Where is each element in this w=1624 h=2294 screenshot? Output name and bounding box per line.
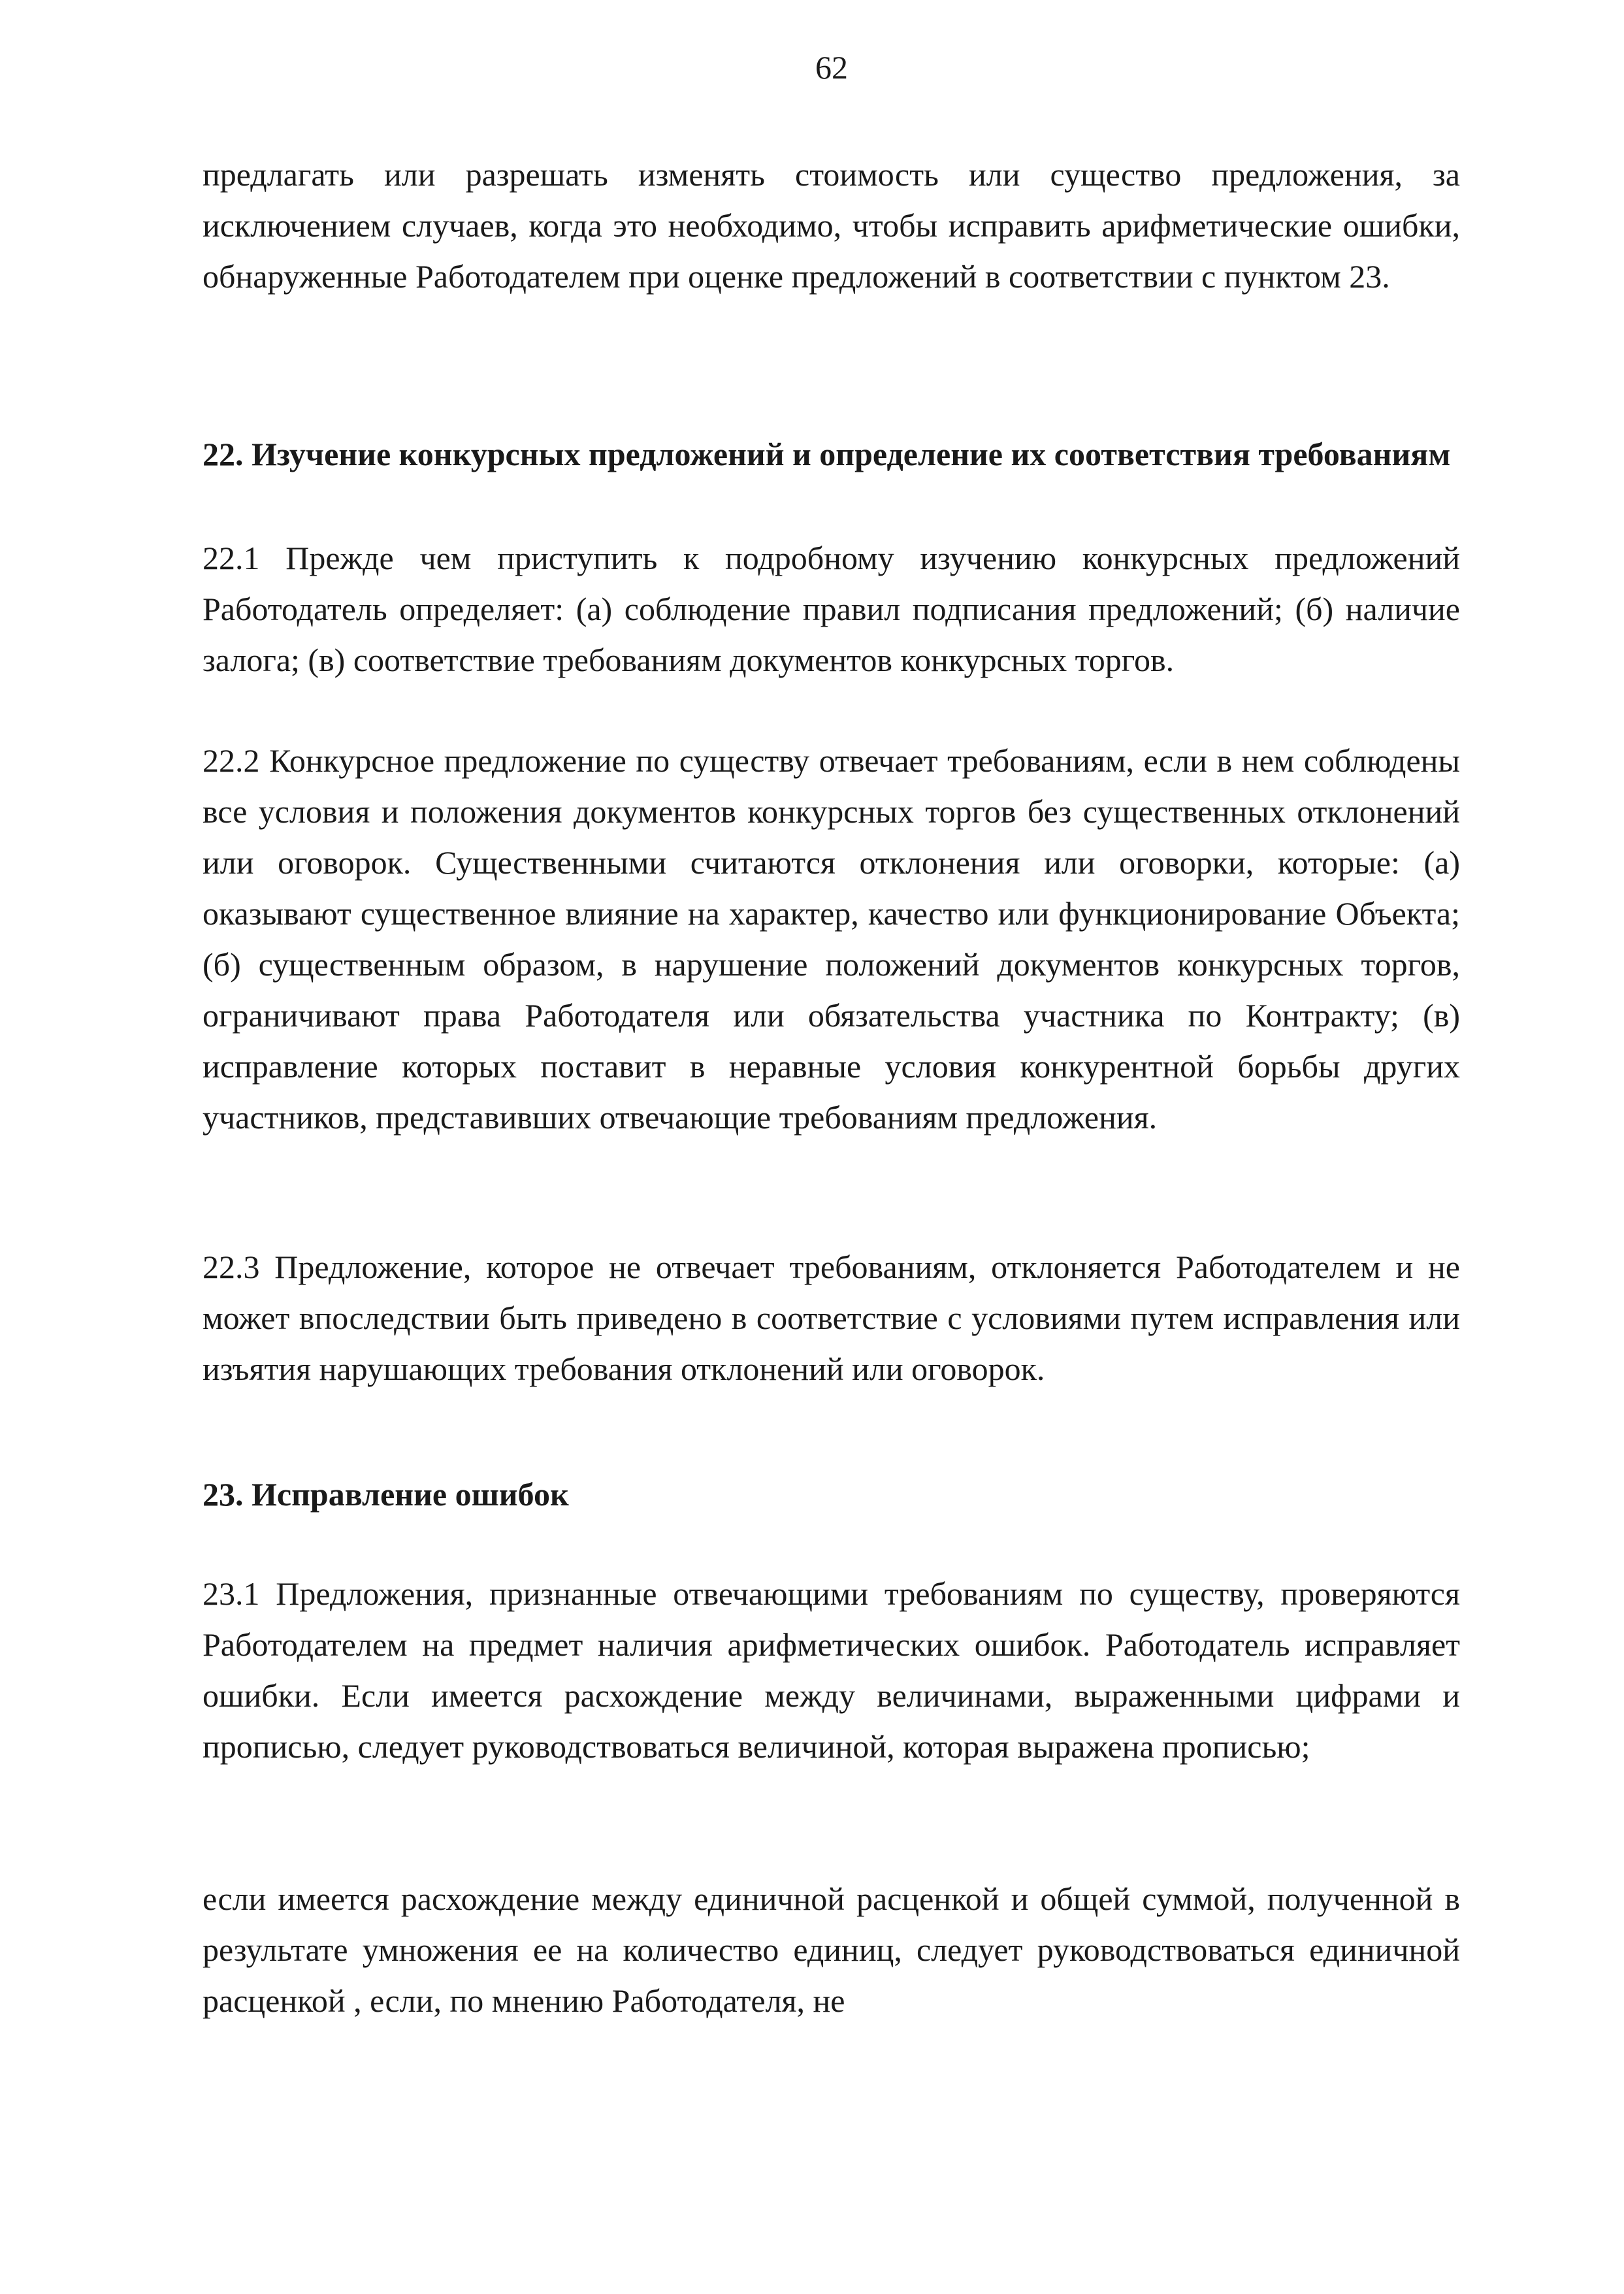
section-heading-23: 23. Исправление ошибок (203, 1476, 569, 1513)
page-number: 62 (815, 49, 848, 86)
section-heading-22: 22. Изучение конкурсных предложений и определение их соответствия требованиям (203, 436, 1451, 472)
paragraph-23-1: 23.1 Предложения, признанные отвечающими требованиям по существу, проверяются Работодателем на предмет наличия арифметических ошибок. Работодатель исправляет ошибки. Если имеется расхождение между величинами, выраженными цифрами и прописью, следует руководствоваться величиной, которая выражена прописью; (203, 1575, 1460, 1765)
paragraph-22-2: 22.2 Конкурсное предложение по существу отвечает требованиям, если в нем соблюдены все условия и положения документов конкурсных торгов без существенных отклонений или оговорок. Существенными считаются отклонения или оговорки, которые: (а) оказывают существенное влияние на характер, качество или функционирование Объекта; (б) существенным образом, в нарушение положений документов конкурсных торгов, ограничивают права Работодателя или обязательства участника по Контракту; (в) исправление которых поставит в неравные условия конкурентной борьбы других участников, представивших отвечающие требованиям предложения. (203, 742, 1460, 1136)
paragraph-intro: предлагать или разрешать изменять стоимость или существо предложения, за исключением случаев, когда это необходимо, чтобы исправить арифметические ошибки, обнаруженные Работодателем при оценке предложений в соответствии с пунктом 23. (203, 156, 1460, 295)
paragraph-23-2: если имеется расхождение между единичной расценкой и общей суммой, полученной в результате умножения ее на количество единиц, следует руководствоваться единичной расценкой , если, по мнению Работодателя, не (203, 1880, 1460, 2019)
paragraph-22-1: 22.1 Прежде чем приступить к подробному изучению конкурсных предложений Работодатель определяет: (а) соблюдение правил подписания предложений; (б) наличие залога; (в) соответствие требованиям документов конкурсных торгов. (203, 540, 1460, 678)
paragraph-22-3: 22.3 Предложение, которое не отвечает требованиям, отклоняется Работодателем и не может впоследствии быть приведено в соответствие с условиями путем исправления или изъятия нарушающих требования отклонений или оговорок. (203, 1249, 1460, 1387)
